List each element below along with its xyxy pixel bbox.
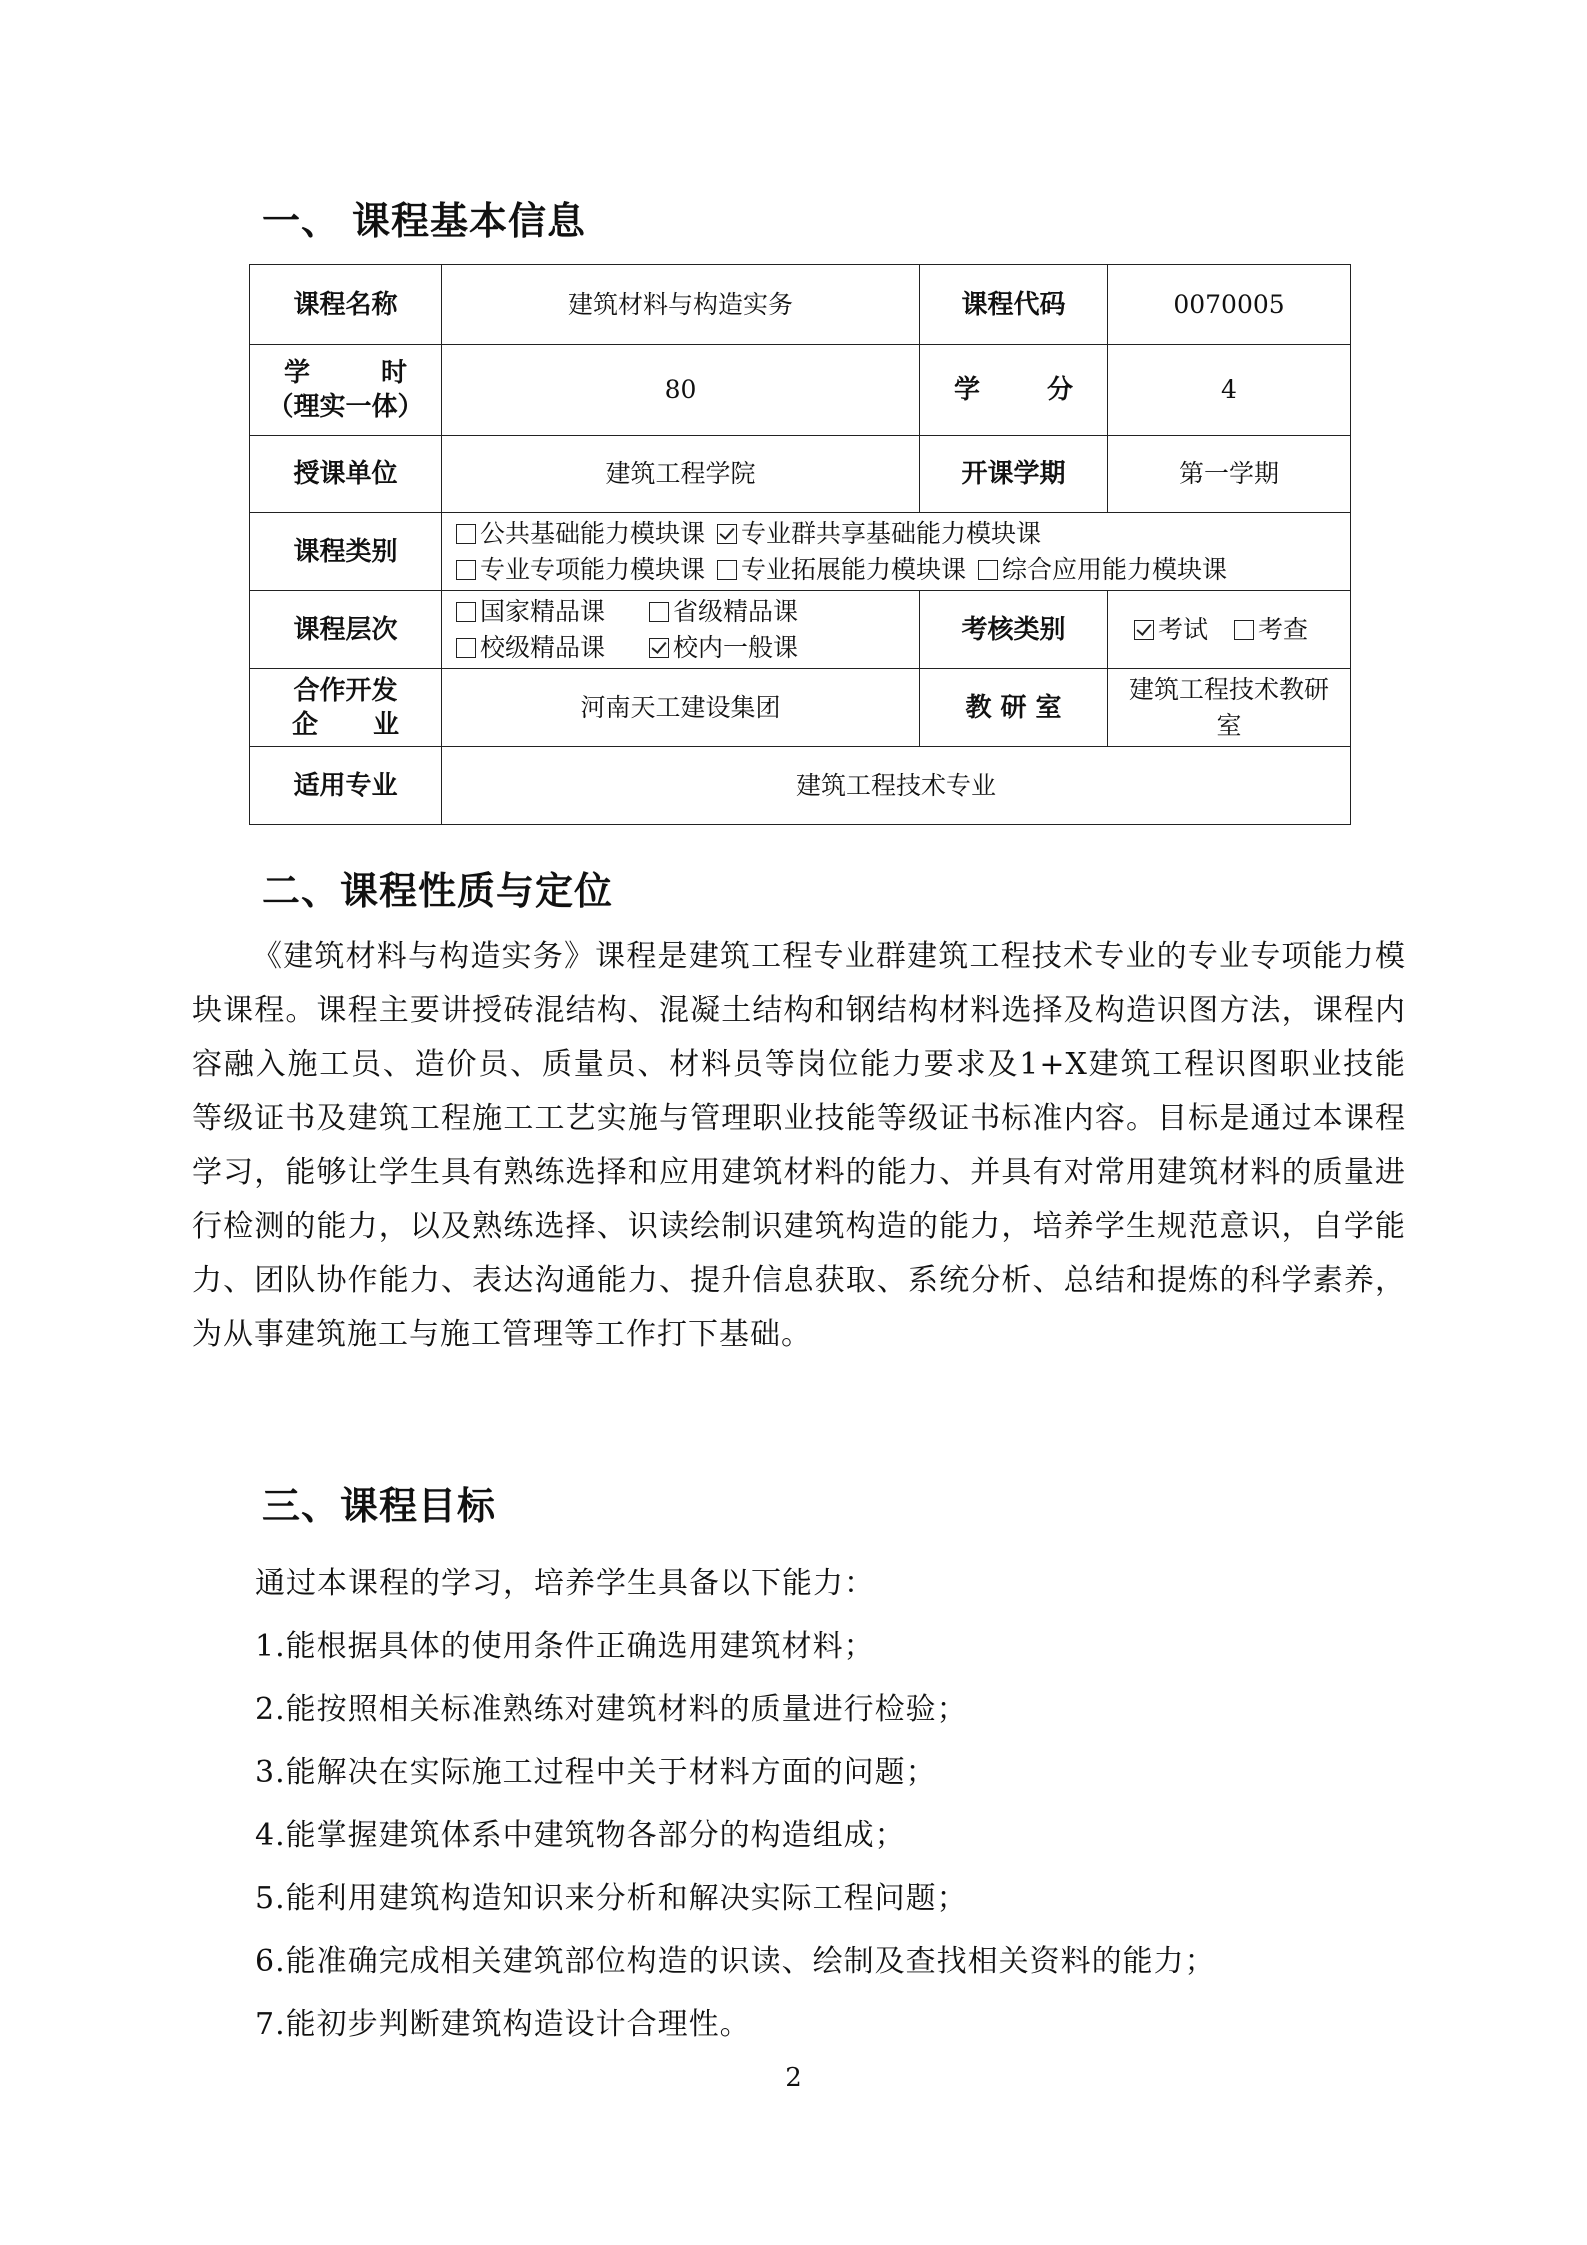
list-item: 6.能准确完成相关建筑部位构造的识读、绘制及查找相关资料的能力； — [255, 1944, 1216, 1979]
table-row — [250, 591, 1351, 669]
level-option[interactable] — [649, 597, 798, 626]
list-item: 7.能初步判断建筑构造设计合理性。 — [255, 2007, 751, 2042]
partner-label: 合作开发 — [293, 675, 398, 706]
table-row — [250, 265, 1351, 345]
major-label: 适用专业 — [250, 747, 442, 825]
page-number: 2 — [785, 2063, 802, 2093]
goals-intro: 通过本课程的学习，培养学生具备以下能力： — [255, 1566, 875, 1601]
checkbox-icon[interactable] — [456, 638, 476, 658]
credit-label: 学 分 — [954, 375, 1073, 405]
level-option-label: 校内一般课 — [673, 632, 799, 662]
level-label: 课程层次 — [250, 591, 442, 669]
assessment-option[interactable] — [1134, 615, 1208, 644]
table-row — [250, 513, 1351, 591]
assessment-label: 考核类别 — [920, 591, 1108, 669]
hours-label: 学 时 — [284, 358, 407, 388]
checkbox-icon[interactable] — [649, 602, 669, 622]
level-option[interactable] — [456, 633, 605, 662]
level-option[interactable] — [649, 633, 798, 662]
category-option-label: 公共基础能力模块课 — [480, 518, 706, 548]
course-code-label: 课程代码 — [920, 265, 1108, 345]
hours-label-cell — [250, 345, 442, 436]
table-row — [250, 747, 1351, 825]
office-value: 建筑工程技术教研室 — [1108, 669, 1351, 747]
goals-list — [255, 1552, 1216, 2056]
level-option-label: 校级精品课 — [480, 632, 606, 662]
unit-label: 授课单位 — [250, 436, 442, 513]
category-option-label: 综合应用能力模块课 — [1002, 554, 1228, 584]
credit-value: 4 — [1108, 345, 1351, 436]
assessment-option-label: 考试 — [1158, 614, 1209, 644]
hours-label-sub: （理实一体） — [267, 392, 424, 422]
unit-value: 建筑工程学院 — [442, 436, 920, 513]
semester-value: 第一学期 — [1108, 436, 1351, 513]
category-option[interactable] — [456, 519, 705, 548]
checkbox-checked-icon[interactable] — [717, 524, 737, 544]
checkbox-icon[interactable] — [456, 524, 476, 544]
section-3-title: 三、课程目标 — [262, 1484, 497, 1528]
partner-value: 河南天工建设集团 — [442, 669, 920, 747]
section-1-title: 课程基本信息 — [352, 199, 587, 243]
table-row — [250, 345, 1351, 436]
checkbox-icon[interactable] — [717, 560, 737, 580]
assessment-option-label: 考查 — [1258, 614, 1309, 644]
checkbox-icon[interactable] — [456, 560, 476, 580]
list-item: 5.能利用建筑构造知识来分析和解决实际工程问题； — [255, 1881, 968, 1916]
office-label: 教 研 室 — [920, 669, 1108, 747]
section-1-heading — [262, 190, 586, 245]
list-item: 2.能按照相关标准熟练对建筑材料的质量进行检验； — [255, 1692, 968, 1727]
partner-label-cell — [250, 669, 442, 747]
category-option[interactable] — [456, 555, 705, 584]
category-option[interactable] — [978, 555, 1227, 584]
level-option-label: 国家精品课 — [480, 596, 606, 626]
checkbox-checked-icon[interactable] — [1134, 620, 1154, 640]
credit-label-cell — [920, 345, 1108, 436]
category-label: 课程类别 — [250, 513, 442, 591]
category-option-label: 专业群共享基础能力模块课 — [741, 518, 1042, 548]
course-code-value: 0070005 — [1108, 265, 1351, 345]
section-2-body: 《建筑材料与构造实务》课程是建筑工程专业群建筑工程技术专业的专业专项能力模块课程。课程主要讲授砖混结构、混凝土结构和钢结构材料选择及构造识图方法，课程内容融入施工员、造价员、质量员、材料员等岗位能力要求及1+X建筑工程识图职业技能等级证书及建筑工程施工工艺实施与管理职业技能等级证书标准内容。目标是通过本课程学习，能够让学生具有熟练选择和应用建筑材料的能力、并具有对常用建筑材料的质量进行检测的能力，以及熟练选择、识读绘制识建筑构造的能力，培养学生规范意识，自学能力、团队协作能力、表达沟通能力、提升信息获取、系统分析、总结和提炼的科学素养，为从事建筑施工与施工管理等工作打下基础。 — [192, 939, 1406, 1352]
section-1-number: 一、 — [262, 199, 341, 243]
course-info-table — [249, 264, 1351, 825]
category-option-label: 专业拓展能力模块课 — [741, 554, 967, 584]
section-2-title: 二、课程性质与定位 — [262, 869, 614, 913]
category-option[interactable] — [717, 519, 1041, 548]
course-name-value: 建筑材料与构造实务 — [442, 265, 920, 345]
major-value: 建筑工程技术专业 — [442, 747, 1351, 825]
assessment-options — [1108, 591, 1351, 669]
checkbox-icon[interactable] — [978, 560, 998, 580]
checkbox-icon[interactable] — [1234, 620, 1254, 640]
category-option[interactable] — [717, 555, 966, 584]
level-options — [442, 591, 920, 669]
list-item: 4.能掌握建筑体系中建筑物各部分的构造组成； — [255, 1818, 906, 1853]
checkbox-icon[interactable] — [456, 602, 476, 622]
table-row — [250, 669, 1351, 747]
category-options — [442, 513, 1351, 591]
list-item: 1.能根据具体的使用条件正确选用建筑材料； — [255, 1629, 875, 1664]
checkbox-checked-icon[interactable] — [649, 638, 669, 658]
course-name-label: 课程名称 — [250, 265, 442, 345]
level-option-label: 省级精品课 — [673, 596, 799, 626]
level-option[interactable] — [456, 597, 605, 626]
semester-label: 开课学期 — [920, 436, 1108, 513]
list-item: 3.能解决在实际施工过程中关于材料方面的问题； — [255, 1755, 937, 1790]
hours-value: 80 — [442, 345, 920, 436]
assessment-option[interactable] — [1234, 615, 1308, 644]
partner-label-sub: 企 业 — [292, 709, 399, 740]
table-row — [250, 436, 1351, 513]
category-option-label: 专业专项能力模块课 — [480, 554, 706, 584]
